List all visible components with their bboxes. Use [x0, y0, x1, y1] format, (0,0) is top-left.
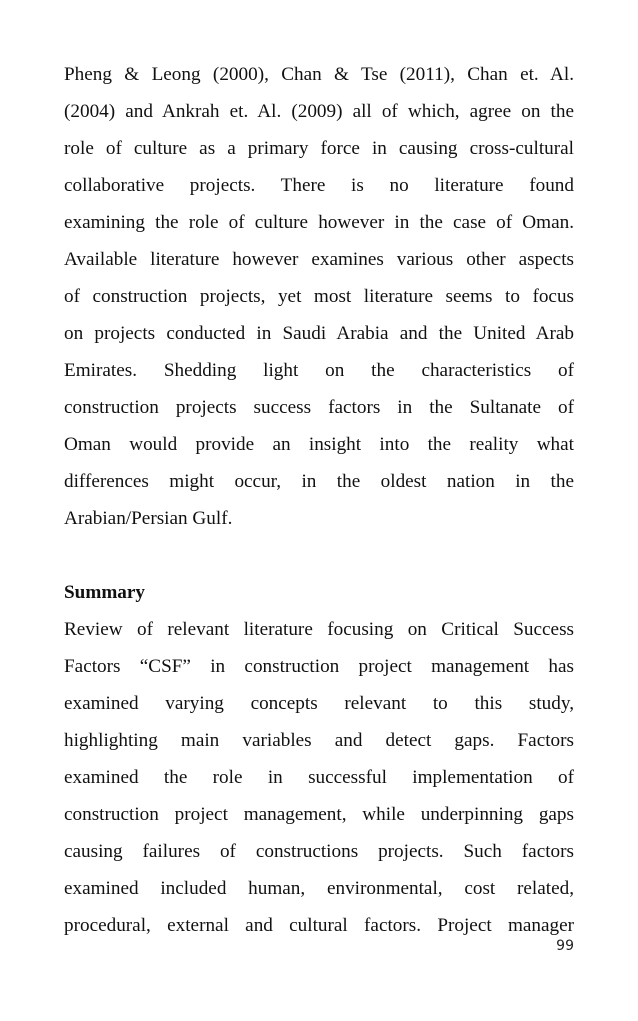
text-line: Pheng & Leong (2000), Chan & Tse (2011), Chan et. Al.: [64, 64, 574, 85]
text-line: differences might occur, in the oldest nation in the: [64, 471, 574, 492]
text-line: collaborative projects. There is no literature found: [64, 175, 574, 196]
section-heading-summary: Summary: [64, 582, 146, 603]
text-line: construction project management, while underpinning gaps: [64, 804, 574, 825]
text-line: examined varying concepts relevant to this study,: [64, 693, 574, 714]
text-line: examining the role of culture however in the case of Oman.: [64, 212, 574, 233]
text-line: role of culture as a primary force in causing cross-cultural: [64, 138, 574, 159]
text-line: Emirates. Shedding light on the characteristics of: [64, 360, 574, 381]
text-line: procedural, external and cultural factors. Project manager: [64, 915, 574, 936]
text-line: Review of relevant literature focusing on Critical Success: [64, 619, 574, 640]
text-line: construction projects success factors in the Sultanate of: [64, 397, 574, 418]
paragraph-culture-literature: [64, 60, 574, 541]
text-line: of construction projects, yet most literature seems to focus: [64, 286, 574, 307]
text-line: highlighting main variables and detect gaps. Factors: [64, 730, 574, 751]
paragraph-summary: [64, 615, 574, 948]
text-line: examined the role in successful implementation of: [64, 767, 574, 788]
text-line: Available literature however examines various other aspects: [64, 249, 574, 270]
text-line: (2004) and Ankrah et. Al. (2009) all of which, agree on the: [64, 101, 574, 122]
text-line: Arabian/Persian Gulf.: [64, 508, 233, 529]
text-line: Oman would provide an insight into the reality what: [64, 434, 574, 455]
page-number: 99: [556, 938, 574, 954]
paragraph-spacer: [64, 541, 574, 578]
text-line: examined included human, environmental, cost related,: [64, 878, 574, 899]
text-line: causing failures of constructions projects. Such factors: [64, 841, 574, 862]
text-line: Factors “CSF” in construction project management has: [64, 656, 574, 677]
document-page: [64, 60, 574, 948]
text-line: on projects conducted in Saudi Arabia and the United Arab: [64, 323, 574, 344]
